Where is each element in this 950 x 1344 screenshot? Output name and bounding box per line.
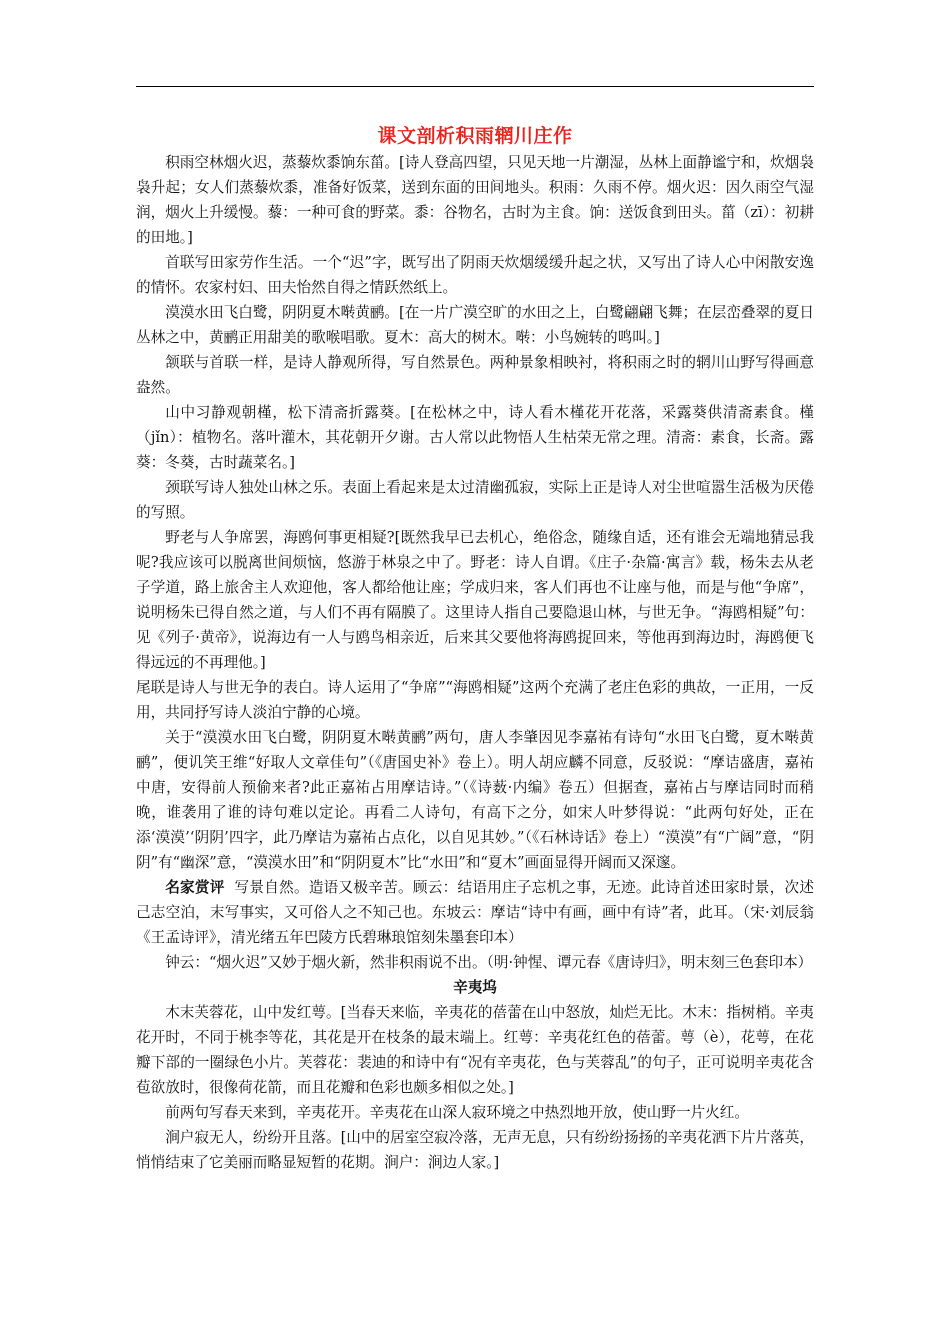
paragraph: 颈联写诗人独处山林之乐。表面上看起来是太过清幽孤寂，实际上正是诗人对尘世喧嚣生活极为厌倦的写照。 xyxy=(136,479,814,521)
paragraph: 尾联是诗人与世无争的表白。诗人运用了“争席”“海鸥相疑”这两个充满了老庄色彩的典故，一正用，一反用，共同抒写诗人淡泊宁静的心境。 xyxy=(136,679,814,721)
paragraph: 首联写田家劳作生活。一个“迟”字，既写出了阴雨天炊烟缓缓升起之状，又写出了诗人心中闲散安逸的情怀。农家村妇、田夫怡然自得之情跃然纸上。 xyxy=(136,254,814,296)
paragraph: 木末芙蓉花，山中发红萼。[当春天来临，辛夷花的蓓蕾在山中怒放，灿烂无比。木末：指树梢。辛夷花开时，不同于桃李等花，其花是开在枝条的最末端上。红萼：辛夷花红色的蓓蕾。萼（è），花萼，在花瓣下部的一圈绿色小片。芙蓉花：裴迪的和诗中有“况有辛夷花，色与芙蓉乱”的句子，正可说明辛夷花含苞欲放时，很像荷花箭，而且花瓣和色彩也颇多相似之处。] xyxy=(136,1004,814,1096)
paragraph: 颔联与首联一样，是诗人静观所得，写自然景色。两种景象相映衬，将积雨之时的辋川山野写得画意盎然。 xyxy=(136,354,814,396)
paragraph: 关于“漠漠水田飞白鹭，阴阴夏木啭黄鹂”两句，唐人李肇因见李嘉祐有诗句“水田飞白鹭，夏木啭黄鹂”，便讥笑王维“好取人文章佳句”（《唐国史补》卷上）。明人胡应麟不同意，反驳说：“摩诘盛唐，嘉祐中唐，安得前人预偷来者?此正嘉祐占用摩诘诗。”（《诗薮·内编》卷五）但据查，嘉祐占与摩诘同时而稍晚，谁袭用了谁的诗句难以定论。再看二人诗句，有高下之分，如宋人叶梦得说：“此两句好处，正在添‘漠漠’‘阴阴’四字，此乃摩诘为嘉祐占点化，以自见其妙。”（《石林诗话》卷上）“漠漠”有“广阔”意，“阴阴”有“幽深”意，“漠漠水田”和“阴阴夏木”比“水田”和“夏木”画面显得开阔而又深邃。 xyxy=(136,729,814,871)
commentary-paragraph xyxy=(136,875,814,950)
paragraph: 野老与人争席罢，海鸥何事更相疑?[既然我早已去机心，绝俗念，随缘自适，还有谁会无端地猜忌我呢?我应该可以脱离世间烦恼，悠游于林泉之中了。野老：诗人自谓。《庄子·杂篇·寓言》载，杨朱去从老子学道，路上旅舍主人欢迎他，客人都给他让座；学成归来，客人们再也不让座与他，而是与他“争席”，说明杨朱已得自然之道，与人们不再有隔膜了。这里诗人指自己要隐退山林，与世无争。“海鸥相疑”句：见《列子·黄帝》，说海边有一人与鸥鸟相亲近，后来其父要他将海鸥捉回来，等他再到海边时，海鸥便飞得远远的不再理他。] xyxy=(136,529,814,671)
paragraph: 山中习静观朝槿，松下清斋折露葵。[在松林之中，诗人看木槿花开花落，采露葵供清斋素食。槿（jǐn）：植物名。落叶灌木，其花朝开夕谢。古人常以此物悟人生枯荣无常之理。清斋：素食，长斋。露葵：冬葵，古时蔬菜名。] xyxy=(136,404,814,471)
paragraph: 钟云：“烟火迟”又妙于烟火新，然非积雨说不出。（明·钟惺、谭元春《唐诗归》，明末刻三色套印本） xyxy=(165,954,813,971)
document-title: 课文剖析积雨辋川庄作 xyxy=(377,125,573,147)
commentary-heading: 名家赏评 xyxy=(165,879,225,896)
paragraph: 涧户寂无人，纷纷开且落。[山中的居室空寂冷落，无声无息，只有纷纷扬扬的辛夷花洒下片片落英，悄悄结束了它美丽而略显短暂的花期。涧户：涧边人家。] xyxy=(136,1129,814,1171)
section-subtitle: 辛夷坞 xyxy=(453,979,497,996)
paragraph: 前两句写春天来到，辛夷花开。辛夷花在山深人寂环境之中热烈地开放，使山野一片火红。 xyxy=(165,1104,749,1121)
commentary-text: 写景自然。造语又极辛苦。顾云：结语用庄子忘机之事，无迹。此诗首述田家时景，次述己志空泊，末写事实，又可俗人之不知己也。东坡云：摩诘“诗中有画，画中有诗”者，此耳。（宋·刘辰翁《王孟诗评》，清光绪五年巴陵方氏碧琳琅馆刻朱墨套印本） xyxy=(136,879,814,946)
paragraph: 积雨空林烟火迟，蒸藜炊黍饷东菑。[诗人登高四望，只见天地一片潮湿，丛林上面静谧宁和，炊烟袅袅升起；女人们蒸藜炊黍，准备好饭菜，送到东面的田间地头。积雨：久雨不停。烟火迟：因久雨空气湿润，烟火上升缓慢。藜：一种可食的野菜。黍：谷物名，古时为主食。饷：送饭食到田头。菑（zī）：初耕的田地。] xyxy=(136,154,814,246)
paragraph: 漠漠水田飞白鹭，阴阴夏木啭黄鹂。[在一片广漠空旷的水田之上，白鹭翩翩飞舞；在层峦叠翠的夏日丛林之中，黄鹂正用甜美的歌喉唱歌。夏木：高大的树木。啭：小鸟婉转的鸣叫。] xyxy=(136,304,814,346)
document-body xyxy=(136,150,814,1175)
header-rule xyxy=(136,86,814,87)
